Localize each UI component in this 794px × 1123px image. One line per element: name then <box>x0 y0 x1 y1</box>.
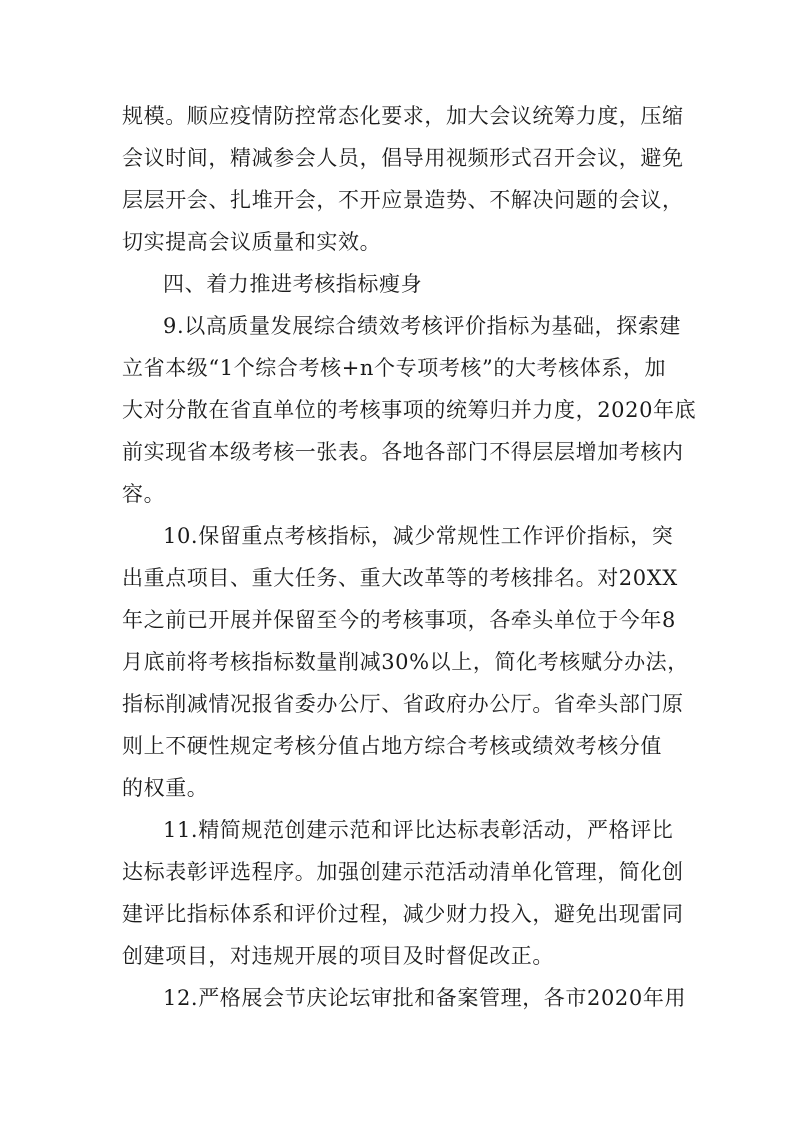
body-text-line: 规模。顺应疫情防控常态化要求，加大会议统筹力度，压缩 <box>122 104 684 128</box>
body-text-line: 月底前将考核指标数量削减30%以上，简化考核赋分办法， <box>122 650 689 674</box>
paragraph-first-line: 10.保留重点考核指标，减少常规性工作评价指标，突 <box>163 524 674 548</box>
body-text-line: 立省本级“1个综合考核+n个专项考核”的大考核体系，加 <box>122 356 667 380</box>
body-text-line: 指标削减情况报省委办公厅、省政府办公厅。省牵头部门原 <box>122 692 684 716</box>
body-text-line: 大对分散在省直单位的考核事项的统筹归并力度，2020年底 <box>122 398 697 422</box>
body-text-line: 前实现省本级考核一张表。各地各部门不得层层增加考核内 <box>122 440 684 464</box>
paragraph-first-line: 12.严格展会节庆论坛审批和备案管理，各市2020年用 <box>163 986 687 1010</box>
body-text-line: 则上不硬性规定考核分值占地方综合考核或绩效考核分值 <box>122 734 662 758</box>
paragraph-first-line: 9.以高质量发展综合绩效考核评价指标为基础，探索建 <box>163 314 682 338</box>
body-text-line: 出重点项目、重大任务、重大改革等的考核排名。对20XX <box>122 566 678 590</box>
body-text-line: 建评比指标体系和评价过程，减少财力投入，避免出现雷同 <box>122 902 684 926</box>
body-text-line: 达标表彰评选程序。加强创建示范活动清单化管理，简化创 <box>122 860 684 884</box>
body-text-line: 层层开会、扎堆开会，不开应景造势、不解决问题的会议， <box>122 188 684 212</box>
section-heading: 四、着力推进考核指标瘦身 <box>163 272 423 296</box>
body-text-line: 容。 <box>122 482 166 506</box>
body-text-line: 切实提高会议质量和实效。 <box>122 230 382 254</box>
body-text-line: 创建项目，对违规开展的项目及时督促改正。 <box>122 944 554 968</box>
paragraph-first-line: 11.精简规范创建示范和评比达标表彰活动，严格评比 <box>163 818 674 842</box>
body-text-line: 年之前已开展并保留至今的考核事项，各牵头单位于今年8 <box>122 608 676 632</box>
body-text-line: 的权重。 <box>122 776 209 800</box>
body-text-line: 会议时间，精减参会人员，倡导用视频形式召开会议，避免 <box>122 146 684 170</box>
